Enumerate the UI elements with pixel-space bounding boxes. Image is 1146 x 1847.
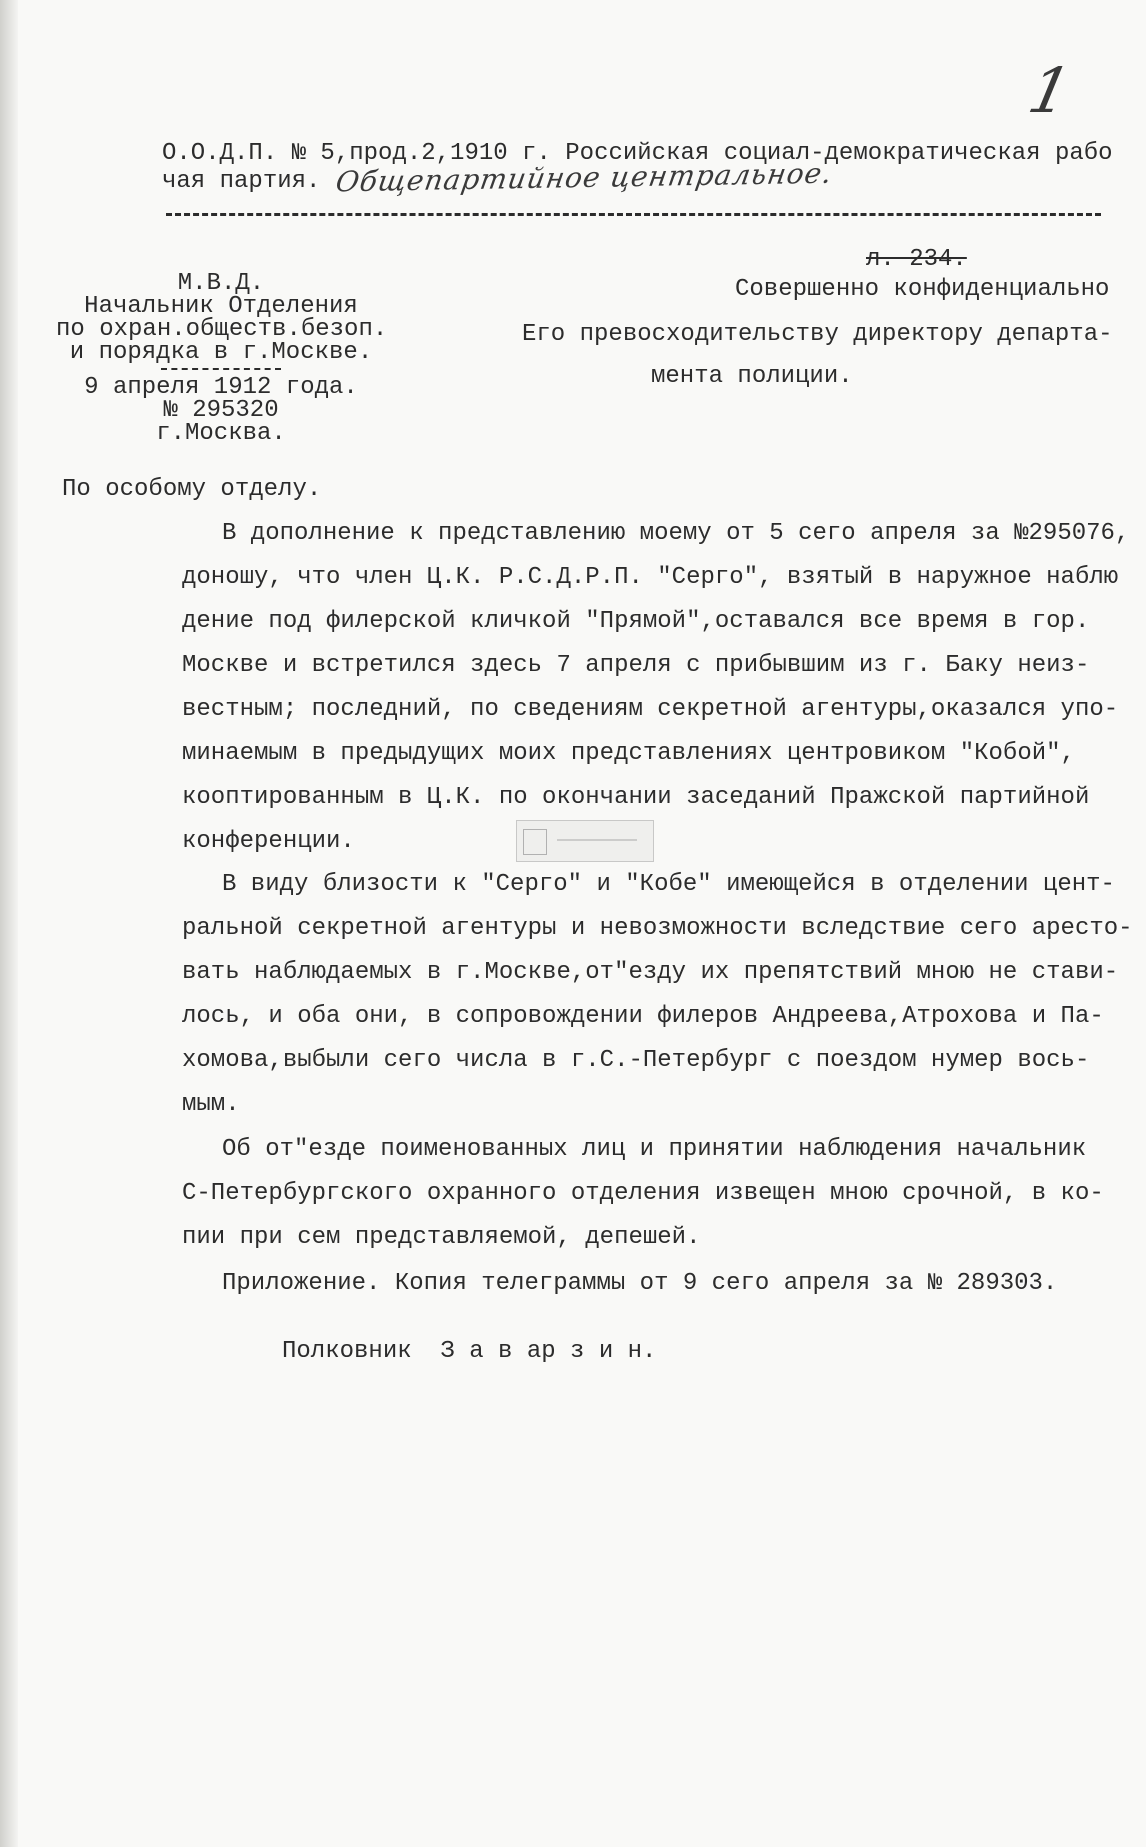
appendix-note: Приложение. Копия телеграммы от 9 сего апреля за № 289303. <box>222 1270 1058 1297</box>
body-paragraph <box>182 863 1133 1127</box>
paragraph-line: конференции. <box>182 828 355 855</box>
header-file-reference-continued: чая партия. <box>162 168 321 195</box>
sender-title-line2: по охран.обществ.безоп. <box>56 316 388 343</box>
sheet-number: л. 234. <box>866 246 967 273</box>
paragraph-line: доношу, что член Ц.К. Р.С.Д.Р.П. "Серго", взятый в наружное наблю <box>182 564 1119 591</box>
paragraph-line: мым. <box>182 1091 240 1118</box>
body-paragraph <box>182 512 1130 864</box>
paragraph-line: пии при сем представляемой, депешей. <box>182 1224 701 1251</box>
page-edge-shadow <box>0 0 18 1847</box>
paragraph-line: С-Петербургского охранного отделения извещен мною срочной, в ко- <box>182 1180 1104 1207</box>
paragraph-line: дение под филерской кличкой "Прямой",оставался все время в гор. <box>182 608 1090 635</box>
body-paragraph <box>182 1128 1112 1260</box>
paragraph-line: кооптированным в Ц.К. по окончании заседаний Пражской партийной <box>182 784 1090 811</box>
paragraph-line: В дополнение к представлению моему от 5 сего апреля за №295076, <box>222 520 1130 547</box>
page-number: 1 <box>1022 54 1078 127</box>
handwritten-category-note: Общепартийное центральное. <box>333 156 835 199</box>
paragraph-line: лось, и оба они, в сопровождении филеров Андреева,Атрохова и Па- <box>182 1003 1104 1030</box>
header-file-reference: О.О.Д.П. № 5,прод.2,1910 г. Российская социал-демократическая рабо <box>162 140 1113 167</box>
paragraph-line: В виду близости к "Серго" и "Кобе" имеющейся в отделении цент- <box>222 871 1115 898</box>
document-city: г.Москва. <box>156 420 286 447</box>
archive-stamp <box>516 820 654 862</box>
classification-label: Совершенно конфиденциально <box>735 276 1110 303</box>
paragraph-line: Москве и встретился здесь 7 апреля с прибывшим из г. Баку неиз- <box>182 652 1090 679</box>
paragraph-line: ральной секретной агентуры и невозможности вследствие сего аресто- <box>182 915 1133 942</box>
paragraph-line: Об от"езде поименованных лиц и принятии наблюдения начальник <box>222 1136 1087 1163</box>
paragraph-line: вать наблюдаемых в г.Москве,от"езду их препятствий мною не стави- <box>182 959 1119 986</box>
paragraph-line: вестным; последний, по сведениям секретной агентуры,оказался упо- <box>182 696 1119 723</box>
document-number: № 295320 <box>163 397 279 424</box>
sender-ministry: М.В.Д. <box>177 270 265 297</box>
department-reference: По особому отделу. <box>62 476 322 503</box>
addressee-line: Его превосходительству директору департа- <box>522 321 1113 348</box>
signature-line: Полковник З а в ар з и н. <box>282 1338 657 1365</box>
sender-title-line3: и порядка в г.Москве. <box>69 339 373 366</box>
dashed-separator <box>166 213 1101 216</box>
addressee-line-continued: мента полиции. <box>651 363 853 390</box>
sender-separator <box>161 368 281 370</box>
paragraph-line: минаемым в предыдущих моих представлениях центровиком "Кобой", <box>182 740 1075 767</box>
paragraph-line: хомова,выбыли сего числа в г.С.-Петербург с поездом нумер вось- <box>182 1047 1090 1074</box>
document-date: 9 апреля 1912 года. <box>84 374 358 401</box>
sender-title: Начальник Отделения <box>84 293 358 320</box>
sender-block <box>56 272 386 445</box>
